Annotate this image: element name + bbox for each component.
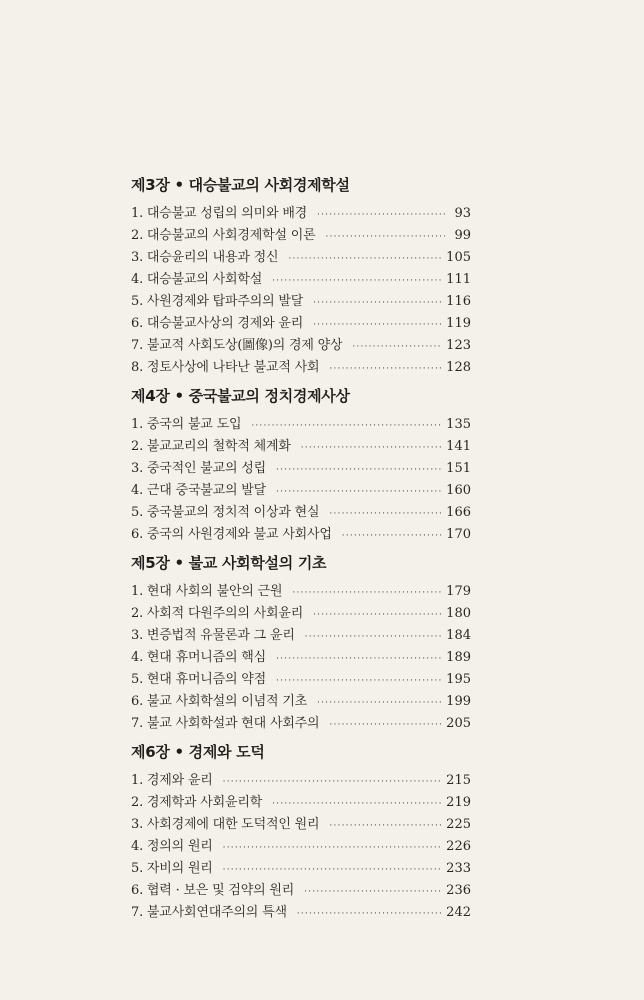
toc-entry[interactable] [131, 357, 471, 379]
dot-leader [329, 503, 442, 525]
dot-leader [272, 793, 442, 815]
toc-entry-title: 7. 불교 사회학설과 현대 사회주의 [131, 716, 320, 731]
toc-entry[interactable] [131, 581, 471, 603]
toc-entry[interactable] [131, 436, 471, 458]
toc-entry-page: 170 [446, 527, 471, 542]
toc-entry[interactable] [131, 313, 471, 335]
toc-entry-page: 141 [446, 439, 471, 454]
toc-entry-title: 1. 경제와 윤리 [131, 773, 213, 788]
toc-entry[interactable] [131, 335, 471, 357]
dot-leader [223, 859, 443, 881]
toc-entry-page: 151 [446, 461, 471, 476]
toc-entry-page: 166 [446, 505, 471, 520]
toc-entry-title: 7. 불교사회연대주의의 특색 [131, 905, 287, 920]
toc-entry-page: 160 [446, 483, 471, 498]
toc-entry-title: 2. 경제학과 사회윤리학 [131, 795, 263, 810]
toc-entry-title: 5. 중국불교의 정치적 이상과 현실 [131, 505, 320, 520]
dot-leader [301, 437, 442, 459]
toc-entry[interactable] [131, 603, 471, 625]
toc-entry-page: 111 [446, 272, 471, 287]
toc-entry[interactable] [131, 269, 471, 291]
dot-leader [313, 292, 442, 314]
toc-entry-page: 116 [446, 294, 471, 309]
toc-entry-title: 2. 대승불교의 사회경제학설 이론 [131, 228, 316, 243]
toc-entry-title: 6. 중국의 사원경제와 불교 사회사업 [131, 527, 332, 542]
toc-entry-page: 135 [446, 417, 471, 432]
toc-entry-page: 128 [446, 360, 471, 375]
dot-leader [313, 314, 442, 336]
chapter-title: 제4장 • 중국불교의 정치경제사상 [131, 387, 350, 405]
toc-entry-title: 4. 대승불교의 사회학설 [131, 272, 263, 287]
dot-leader [276, 648, 442, 670]
toc-entry-title: 3. 사회경제에 대한 도덕적인 원리 [131, 817, 320, 832]
dot-leader [288, 248, 442, 270]
dot-leader [276, 459, 442, 481]
toc-entry-title: 3. 중국적인 불교의 성립 [131, 461, 267, 476]
toc-entry-title: 3. 대승윤리의 내용과 정신 [131, 250, 279, 265]
toc-entry[interactable] [131, 458, 471, 480]
toc-entry[interactable] [131, 858, 471, 880]
chapter-entries [131, 203, 471, 379]
toc-entry-title: 4. 정의의 원리 [131, 839, 213, 854]
chapter-section [131, 552, 471, 735]
dot-leader [329, 714, 442, 736]
toc-entry[interactable] [131, 770, 471, 792]
toc-entry-page: 236 [446, 883, 471, 898]
toc-entry-title: 4. 현대 휴머니즘의 핵심 [131, 650, 267, 665]
dot-leader [272, 270, 442, 292]
chapter-section [131, 174, 471, 379]
dot-leader [223, 771, 443, 793]
chapter-title: 제5장 • 불교 사회학설의 기초 [131, 554, 327, 572]
toc-entry[interactable] [131, 291, 471, 313]
toc-entry-title: 1. 대승불교 성립의 의미와 배경 [131, 206, 308, 221]
toc-entry-page: 105 [446, 250, 471, 265]
toc-entry-title: 7. 불교적 사회도상(圖像)의 경제 양상 [131, 338, 343, 353]
dot-leader [342, 525, 442, 547]
dot-leader [297, 903, 442, 925]
toc-entry-page: 93 [454, 206, 471, 221]
toc-entry-title: 8. 정토사상에 나타난 불교적 사회 [131, 360, 320, 375]
toc-entry[interactable] [131, 247, 471, 269]
toc-entry-title: 2. 불교교리의 철학적 체계화 [131, 439, 291, 454]
toc-entry-title: 3. 변증법적 유물론과 그 윤리 [131, 628, 295, 643]
table-of-contents [131, 174, 471, 930]
chapter-title: 제6장 • 경제와 도덕 [131, 743, 265, 761]
toc-entry-title: 6. 대승불교사상의 경제와 윤리 [131, 316, 304, 331]
toc-entry-page: 219 [446, 795, 471, 810]
toc-entry-page: 199 [446, 694, 471, 709]
toc-entry-title: 1. 중국의 불교 도입 [131, 417, 242, 432]
toc-entry[interactable] [131, 225, 471, 247]
toc-entry-title: 2. 사회적 다원주의의 사회윤리 [131, 606, 304, 621]
toc-entry-page: 215 [446, 773, 471, 788]
dot-leader [352, 336, 442, 358]
toc-entry-page: 180 [446, 606, 471, 621]
toc-entry[interactable] [131, 524, 471, 546]
toc-entry-page: 184 [446, 628, 471, 643]
dot-leader [329, 358, 442, 380]
dot-leader [305, 626, 443, 648]
toc-entry[interactable] [131, 792, 471, 814]
toc-entry[interactable] [131, 836, 471, 858]
toc-entry-title: 5. 자비의 원리 [131, 861, 213, 876]
toc-entry-page: 242 [446, 905, 471, 920]
dot-leader [329, 815, 442, 837]
toc-entry[interactable] [131, 647, 471, 669]
dot-leader [276, 670, 442, 692]
dot-leader [313, 604, 442, 626]
toc-entry[interactable] [131, 814, 471, 836]
toc-entry-title: 1. 현대 사회의 불안의 근원 [131, 584, 283, 599]
toc-entry-page: 189 [446, 650, 471, 665]
toc-entry[interactable] [131, 713, 471, 735]
toc-entry-page: 123 [446, 338, 471, 353]
chapter-entries [131, 581, 471, 735]
dot-leader [317, 692, 442, 714]
dot-leader [276, 481, 442, 503]
toc-entry[interactable] [131, 669, 471, 691]
dot-leader [317, 204, 445, 226]
toc-entry[interactable] [131, 414, 471, 436]
dot-leader [223, 837, 443, 859]
chapter-entries [131, 770, 471, 924]
toc-entry-page: 205 [446, 716, 471, 731]
dot-leader [251, 415, 442, 437]
toc-entry-title: 5. 현대 휴머니즘의 약점 [131, 672, 267, 687]
toc-entry[interactable] [131, 502, 471, 524]
toc-entry-page: 195 [446, 672, 471, 687]
chapter-section [131, 385, 471, 546]
chapter-title: 제3장 • 대승불교의 사회경제학설 [131, 176, 350, 194]
toc-entry-page: 99 [454, 228, 471, 243]
toc-entry[interactable] [131, 480, 471, 502]
toc-entry-page: 226 [446, 839, 471, 854]
toc-entry-page: 119 [446, 316, 471, 331]
toc-entry-title: 4. 근대 중국불교의 발달 [131, 483, 267, 498]
toc-entry-page: 179 [446, 584, 471, 599]
toc-entry[interactable] [131, 902, 471, 924]
dot-leader [325, 226, 445, 248]
toc-entry[interactable] [131, 691, 471, 713]
chapter-section [131, 741, 471, 924]
toc-entry[interactable] [131, 625, 471, 647]
toc-entry-title: 6. 협력 · 보은 및 검약의 원리 [131, 883, 295, 898]
toc-entry-page: 225 [446, 817, 471, 832]
toc-entry-title: 5. 사원경제와 탑파주의의 발달 [131, 294, 304, 309]
toc-entry[interactable] [131, 203, 471, 225]
toc-entry[interactable] [131, 880, 471, 902]
chapter-entries [131, 414, 471, 546]
dot-leader [304, 881, 442, 903]
toc-entry-page: 233 [446, 861, 471, 876]
dot-leader [292, 582, 442, 604]
toc-entry-title: 6. 불교 사회학설의 이념적 기초 [131, 694, 308, 709]
